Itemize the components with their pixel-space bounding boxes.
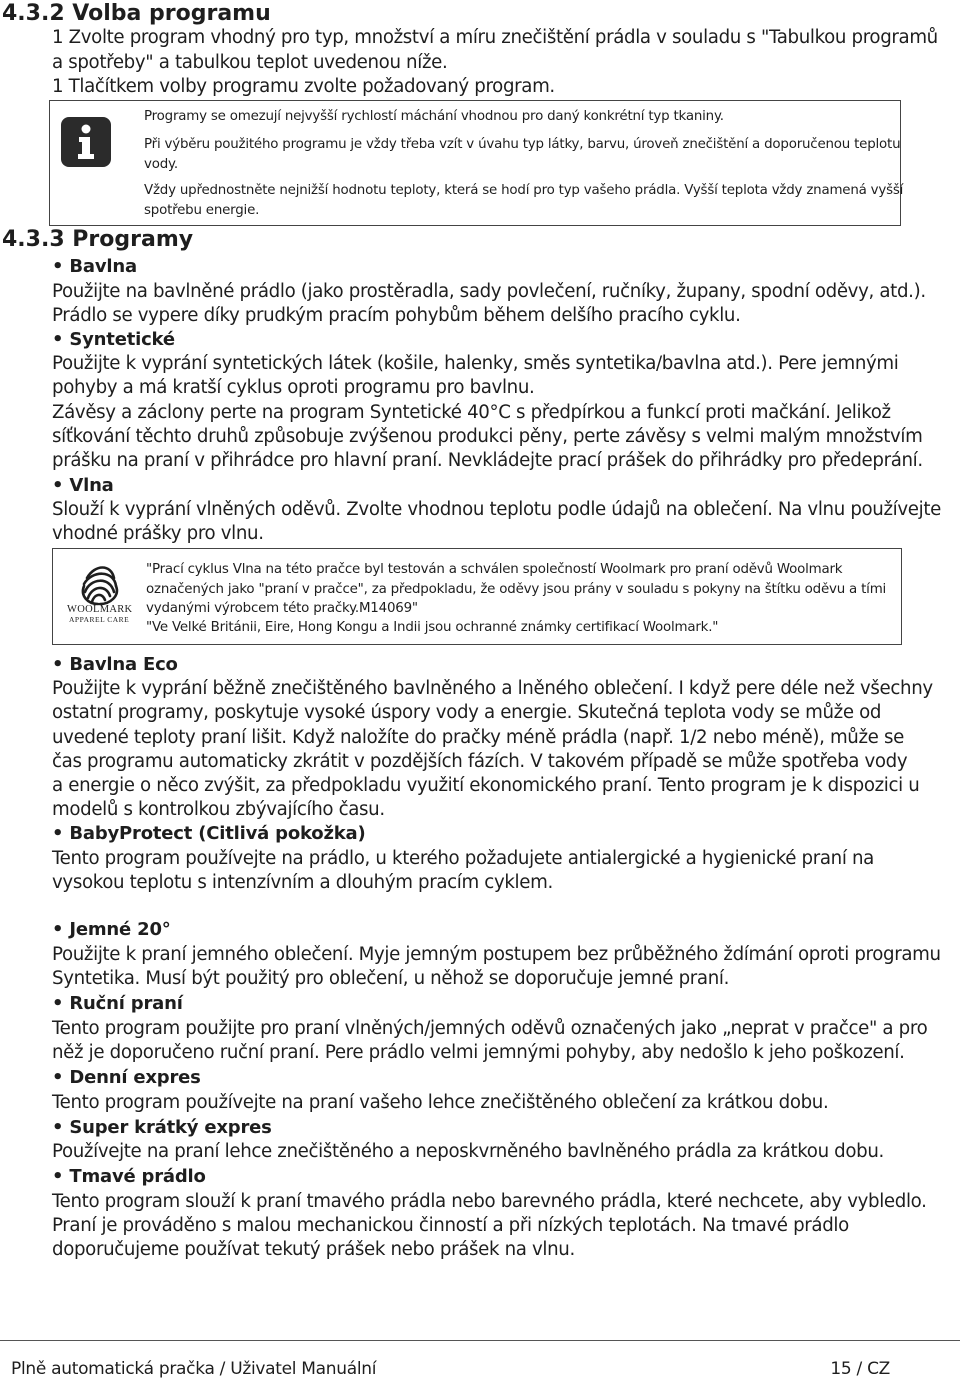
footer-left: Plně automatická pračka / Uživatel Manuální <box>11 1359 377 1379</box>
info-icon <box>61 117 111 167</box>
woolmark-text: "Prací cyklus Vlna na této pračce byl testován a schválen společností Woolmark pro praní oděvů Woolmark <box>146 562 843 577</box>
program-heading: • Vlna <box>52 475 114 496</box>
woolmark-text: "Ve Velké Británii, Eire, Hong Kongu a Indii jsou ochranné známky certifikací Woolmark." <box>146 620 719 635</box>
woolmark-text: označených jako "praní v pračce", za předpokladu, že oděvy jsou prány v souladu s pokyny na štítku oděvu a tími <box>146 582 887 597</box>
program-text: Tento program používejte na prádlo, u kterého požadujete antialergické a hygienické praní na <box>52 848 874 869</box>
program-text: doporučujeme používat tekutý prášek nebo prášek na vlnu. <box>52 1239 575 1260</box>
program-text: Používejte na praní lehce znečištěného a neposkvrněného bavlněného prádla za krátkou dobu. <box>52 1141 884 1162</box>
program-text: Slouží k vyprání vlněných oděvů. Zvolte vhodnou teplotu podle údajů na oblečení. Na vlnu používejte <box>52 499 941 520</box>
program-heading: • Jemné 20° <box>52 919 171 940</box>
list-item: 1 Tlačítkem volby programu zvolte požadovaný program. <box>52 76 555 97</box>
program-text: prášku na praní v přihrádce pro hlavní praní. Nevkládejte prací prášek do přihrádky pro předeprání. <box>52 450 923 471</box>
woolmark-logo-text: WOOLMARK <box>67 604 133 615</box>
list-item: 1 Zvolte program vhodný pro typ, množství a míru znečištění prádla v souladu s "Tabulkou programů <box>52 27 938 48</box>
program-text: uvedené teploty praní lišit. Když naložíte do pračky méně prádla (např. 1/2 nebo méně), může se <box>52 727 904 748</box>
woolmark-text: vydanými výrobcem této pračky.M14069" <box>146 601 418 616</box>
program-text: Závěsy a záclony perte na program Syntetické 40°C s předpírkou a funkcí proti mačkání. Jelikož <box>52 402 891 423</box>
program-heading: • Bavlna Eco <box>52 654 178 675</box>
program-heading: • Tmavé prádlo <box>52 1166 206 1187</box>
program-text: vysokou teplotu s intenzívním a dlouhým pracím cyklem. <box>52 872 553 893</box>
program-text: Tento program používejte na praní vašeho lehce znečištěného oblečení za krátkou dobu. <box>52 1092 829 1113</box>
program-heading: • BabyProtect (Citlivá pokožka) <box>52 823 366 844</box>
section-title-4-3-2: 4.3.2 Volba programu <box>2 1 271 26</box>
note-text: spotřebu energie. <box>144 203 260 218</box>
section-title-4-3-3: 4.3.3 Programy <box>2 227 194 252</box>
program-text: Použijte k vyprání běžně znečištěného bavlněného a lněného oblečení. I když pere déle než všechny <box>52 678 933 699</box>
program-heading: • Super krátký expres <box>52 1117 272 1138</box>
program-heading: • Syntetické <box>52 329 175 350</box>
list-item: a spotřeby" a tabulkou teplot uvedenou níže. <box>52 52 448 73</box>
page-number: 15 / CZ <box>830 1359 890 1379</box>
program-heading: • Bavlna <box>52 256 137 277</box>
program-text: něž je doporučeno ruční praní. Pere prádlo velmi jemnými pohyby, aby nedošlo k jeho poškození. <box>52 1042 905 1063</box>
woolmark-logo-subtext: APPAREL CARE <box>69 615 130 624</box>
program-text: Tento program použijte pro praní vlněných/jemných oděvů označených jako „neprat v pračce" a pro <box>52 1018 928 1039</box>
note-text: Při výběru použitého programu je vždy třeba vzít v úvahu typ látky, barvu, úroveň znečištění a doporučenou teplotu <box>144 137 901 152</box>
program-text: a energie o něco zvýšit, za předpokladu využití ekonomického praní. Tento program je k dispozici u <box>52 775 920 796</box>
note-text: Vždy upřednostněte nejnižší hodnotu teploty, která se hodí pro typ vašeho prádla. Vyšší teplota vždy znamená vyšší <box>144 183 904 198</box>
note-text: Programy se omezují nejvyšší rychlostí máchání vhodnou pro daný konkrétní typ tkaniny. <box>144 109 724 124</box>
program-text: Použijte k vyprání syntetických látek (košile, halenky, směs syntetika/bavlna atd.). Pere jemnými <box>52 353 899 374</box>
program-text: Tento program slouží k praní tmavého prádla nebo barevného prádla, které nechcete, aby vybledlo. <box>52 1191 927 1212</box>
program-text: modelů s kontrolkou zbývajícího času. <box>52 799 385 820</box>
program-text: vhodné prášky pro vlnu. <box>52 523 264 544</box>
program-heading: • Ruční praní <box>52 993 183 1014</box>
footer-divider <box>0 1340 960 1341</box>
program-text: Prádlo se vypere díky prudkým pracím pohybům během delšího pracího cyklu. <box>52 305 741 326</box>
program-text: Praní je prováděno s malou mechanickou činností a při nízkých teplotách. Na tmavé prádlo <box>52 1215 849 1236</box>
program-text: síťkování těchto druhů způsobuje zvýšenou produkci pěny, perte závěsy s velmi malým množstvím <box>52 426 923 447</box>
program-text: pohyby a má kratší cyklus oproti programu pro bavlnu. <box>52 377 535 398</box>
program-text: Syntetika. Musí být použitý pro oblečení, u něhož se doporučuje jemné praní. <box>52 968 730 989</box>
program-text: Použijte na bavlněné prádlo (jako prostěradla, sady povlečení, ručníky, župany, spodní oděvy, atd.). <box>52 281 926 302</box>
program-text: ostatní programy, poskytuje vysoké úspory vody a energie. Skutečná teplota vody se může od <box>52 702 882 723</box>
program-text: čas programu automaticky zkrátit v pozdějších fázích. V takovém případě se může spotřeba vody <box>52 751 908 772</box>
program-text: Použijte k praní jemného oblečení. Myje jemným postupem bez průběžného ždímání oproti programu <box>52 944 941 965</box>
program-heading: • Denní expres <box>52 1067 201 1088</box>
note-text: vody. <box>144 157 178 172</box>
